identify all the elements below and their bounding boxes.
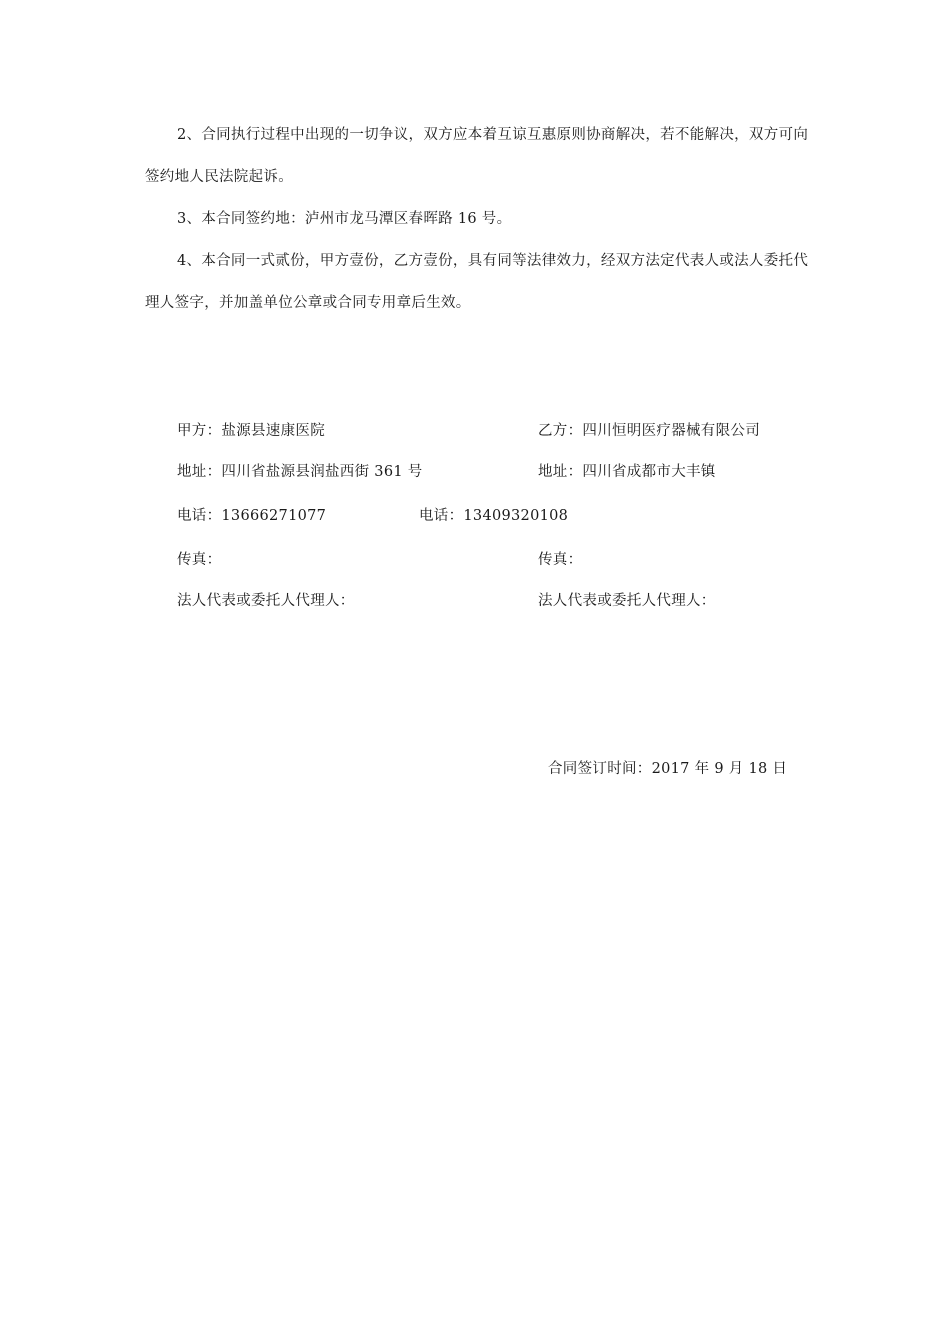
clause-4: 4、本合同一式贰份，甲方壹份，乙方壹份，具有同等法律效力，经双方法定代表人或法人委托代理人签字，并加盖单位公章或合同专用章后生效。 — [145, 253, 809, 311]
clause-2: 2、合同执行过程中出现的一切争议，双方应本着互谅互惠原则协商解决，若不能解决，双方可向签约地人民法院起诉。 — [145, 127, 809, 185]
party-b-phone: 电话：13409320108 — [419, 508, 569, 524]
party-a-representative: 法人代表或委托人代理人： — [177, 593, 355, 609]
party-a-fax: 传真： — [177, 552, 222, 568]
party-b-address: 地址：四川省成都市大丰镇 — [538, 464, 716, 480]
party-b-fax: 传真： — [538, 552, 583, 568]
party-b-representative: 法人代表或委托人代理人： — [538, 593, 716, 609]
party-a-name: 甲方：盐源县速康医院 — [177, 423, 325, 439]
clause-3: 3、本合同签约地：泸州市龙马潭区春晖路 16 号。 — [177, 211, 512, 227]
party-a-phone: 电话：13666271077 — [177, 508, 327, 524]
party-b-name: 乙方：四川恒明医疗器械有限公司 — [538, 423, 760, 439]
party-a-address: 地址：四川省盐源县润盐西街 361 号 — [177, 464, 423, 480]
signing-date: 合同签订时间：2017 年 9 月 18 日 — [548, 761, 788, 777]
